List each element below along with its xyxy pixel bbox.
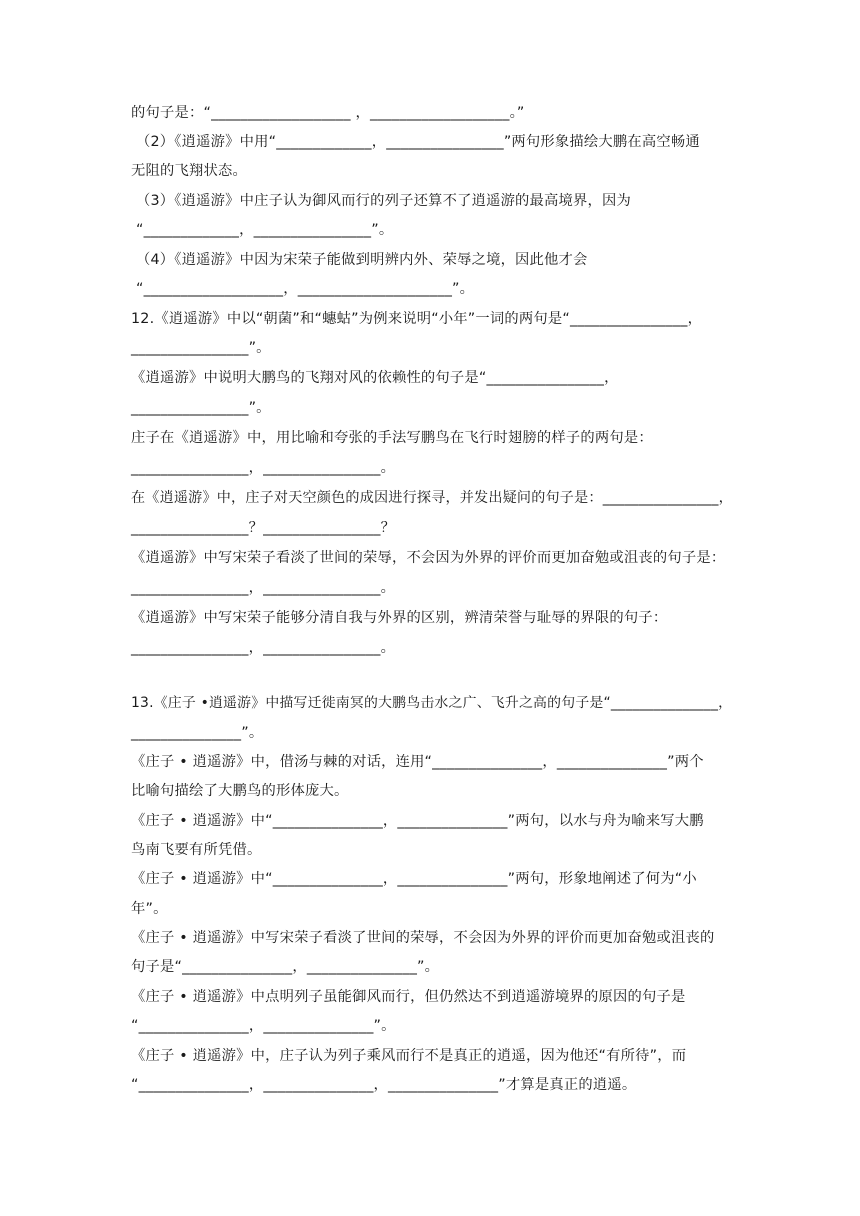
text-line: 《庄子 • 逍遥游》中，借汤与棘的对话，连用“_______________，_______________”两个	[131, 754, 704, 770]
text-line: _______________”。	[131, 725, 264, 741]
text-line: 的句子是：“___________________ ，___________________。”	[131, 105, 525, 121]
text-line: 在《逍遥游》中，庄子对天空颜色的成因进行探寻，并发出疑问的句子是：________________，	[131, 490, 733, 506]
text-line: 句子是“_______________，_______________”。	[131, 959, 440, 975]
text-line: 无阻的飞翔状态。	[131, 163, 247, 179]
text-line: 《逍遥游》中说明大鹏鸟的飞翔对风的依赖性的句子是“________________，	[131, 370, 619, 386]
text-line: ________________，________________。	[131, 640, 396, 656]
text-line: “_____________，________________”。	[136, 222, 394, 238]
text-line: “_______________，_______________”。	[131, 1018, 396, 1034]
text-line: 《庄子 • 逍遥游》中写宋荣子看淡了世间的荣辱，不会因为外界的评价而更加奋勉或沮丧的	[131, 930, 715, 946]
text-line: 《庄子 • 逍遥游》中点明列子虽能御风而行，但仍然达不到逍遥游境界的原因的句子是	[131, 989, 686, 1005]
text-line: （3）《逍遥游》中庄子认为御风而行的列子还算不了逍遥游的最高境界，因为	[136, 193, 632, 209]
text-line: （2）《逍遥游》中用“_____________，________________”两句形象描绘大鹏在高空畅通	[136, 134, 700, 150]
text-line: “___________________，_____________________”。	[136, 281, 475, 297]
text-line: 庄子在《逍遥游》中，用比喻和夸张的手法写鹏鸟在飞行时翅膀的样子的两句是：	[131, 430, 653, 446]
text-line: “_______________，_______________，_______________”才算是真正的逍遥。	[131, 1077, 637, 1093]
text-line: ________________，________________。	[131, 580, 396, 596]
text-line: 《庄子 • 逍遥游》中“_______________，_______________”两句，形象地阐述了何为“小	[131, 871, 697, 887]
text-line: 《逍遥游》中写宋荣子能够分清自我与外界的区别，辨清荣誉与耻辱的界限的句子：	[131, 610, 668, 626]
text-line: （4）《逍遥游》中因为宋荣子能做到明辨内外、荣辱之境，因此他才会	[136, 252, 588, 268]
text-line: ________________？________________？	[131, 520, 396, 536]
text-line: 鸟南飞要有所凭借。	[131, 842, 262, 858]
text-line: 年”。	[131, 901, 168, 917]
text-line: 比喻句描绘了大鹏鸟的形体庞大。	[131, 783, 349, 799]
text-line: ________________”。	[131, 400, 271, 416]
text-line: ________________，________________。	[131, 460, 396, 476]
text-line: 《逍遥游》中写宋荣子看淡了世间的荣辱，不会因为外界的评价而更加奋勉或沮丧的句子是：	[131, 550, 726, 566]
text-line: ________________”。	[131, 340, 271, 356]
text-line: 《庄子 • 逍遥游》中，庄子认为列子乘风而行不是真正的逍遥，因为他还“有所待”，而	[131, 1048, 687, 1064]
text-line: 《庄子 • 逍遥游》中“_______________，_______________”两句，以水与舟为喻来写大鹏	[131, 813, 704, 829]
question-13: 13.《庄子 •逍遥游》中描写迁徙南冥的大鹏鸟击水之广、飞升之高的句子是“_______________，	[131, 695, 733, 711]
question-12: 12.《逍遥游》中以“朝菌”和“蟪蛄”为例来说明“小年”一词的两句是“________________，	[131, 311, 703, 327]
